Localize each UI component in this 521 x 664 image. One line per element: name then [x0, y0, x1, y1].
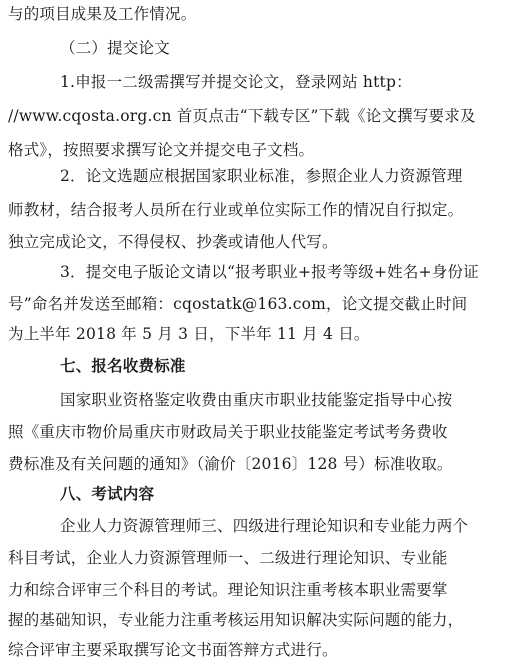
- body-text-line: 与的项目成果及工作情况。: [8, 5, 197, 23]
- body-text-line: 握的基础知识，专业能力注重考核运用知识解决实际问题的能力，: [8, 611, 464, 629]
- body-text-line: 号”命名并发送至邮箱：cqostatk@163.com，论文提交截止时间: [8, 295, 468, 313]
- body-text-line: 费标准及有关问题的通知》（渝价〔2016〕128 号）标准收取。: [8, 455, 453, 473]
- section-heading: 七、报名收费标准: [60, 357, 186, 375]
- subsection-heading: （二）提交论文: [60, 39, 170, 57]
- body-text-line: 1.申报一二级需撰写并提交论文，登录网站 http：: [60, 73, 412, 91]
- body-text-line: 照《重庆市物价局重庆市财政局关于职业技能鉴定考试考务费收: [8, 423, 448, 441]
- body-text-line: 综合评审主要采取撰写论文书面答辩方式进行。: [8, 641, 338, 659]
- body-text-line: 科目考试，企业人力资源管理师一、二级进行理论知识、专业能: [8, 549, 448, 567]
- body-text-line: 格式》，按照要求撰写论文并提交电子文档。: [8, 141, 315, 159]
- body-text-line: 国家职业资格鉴定收费由重庆市职业技能鉴定指导中心按: [60, 391, 453, 409]
- body-text-line: //www.cqosta.org.cn 首页点击“下载专区”下载《论文撰写要求及: [8, 107, 476, 125]
- body-text-line: 3．提交电子版论文请以“报考职业+报考等级+姓名+身份证: [60, 263, 479, 281]
- section-heading: 八、考试内容: [60, 485, 155, 503]
- body-text-line: 2．论文选题应根据国家职业标准，参照企业人力资源管理: [60, 167, 463, 185]
- body-text-line: 师教材，结合报考人员所在行业或单位实际工作的情况自行拟定。: [8, 201, 464, 219]
- body-text-line: 为上半年 2018 年 5 月 3 日，下半年 11 月 4 日。: [8, 325, 370, 343]
- body-text-line: 独立完成论文，不得侵权、抄袭或请他人代写。: [8, 233, 338, 251]
- body-text-line: 力和综合评审三个科目的考试。理论知识注重考核本职业需要掌: [8, 581, 448, 599]
- body-text-line: 企业人力资源管理师三、四级进行理论知识和专业能力两个: [60, 517, 469, 535]
